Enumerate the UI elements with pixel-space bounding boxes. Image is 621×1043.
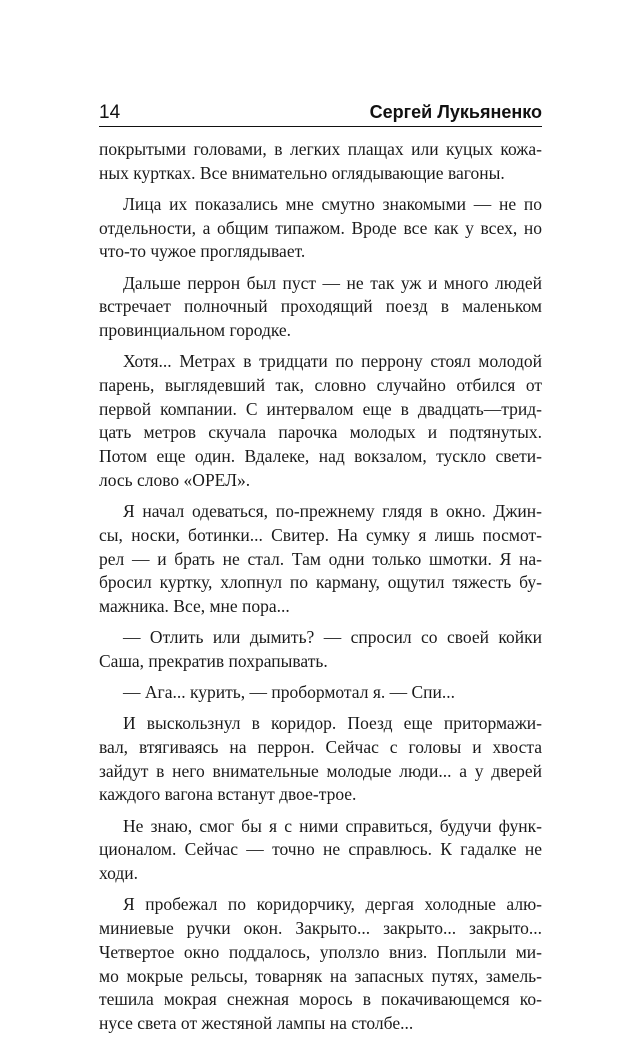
text-line: провинциальном городке. [99,320,292,341]
paragraph [99,272,542,343]
text-line: парень, выглядевший так, словно случайно отбился от [99,374,542,395]
text-line: сы, носки, ботинки... Свитер. На сумку я лишь посмот- [99,524,542,545]
text-line: отдельности, а общим типажом. Вроде все как у всех, но [99,217,542,238]
text-line: первой компании. С интервалом еще в двадцать—трид- [99,398,542,419]
paragraph [99,815,542,886]
text-line: лось слово «ОРЕЛ». [99,469,251,490]
body-text [99,138,542,1043]
text-line: ционалом. Сейчас — точно не справлюсь. К гадалке не [99,839,542,860]
text-line: Не знаю, смог бы я с ними справиться, будучи функ- [123,815,542,836]
text-line: рел — и брать не стал. Там одни только шмотки. Я на- [99,548,542,569]
paragraph [99,350,542,493]
paragraph [99,626,542,674]
text-line: И выскользнул в коридор. Поезд еще притормажи- [123,713,542,734]
paragraph [99,712,542,807]
text-line: зайдут в него внимательные молодые люди... а у дверей [99,760,542,781]
text-line: миниевые ручки окон. Закрыто... закрыто... закрыто... [99,918,542,939]
text-line: каждого вагона встанут двое-трое. [99,784,357,805]
text-line: цать метров скучала парочка молодых и подтянутых. [99,422,542,443]
text-line: ных куртках. Все внимательно оглядывающие вагоны. [99,162,505,183]
paragraph [99,193,542,264]
running-head [99,100,542,127]
text-line: — Отлить или дымить? — спросил со своей койки [123,627,542,648]
text-line: Хотя... Метрах в тридцати по перрону стоял молодой [123,351,542,372]
text-line: ходи. [99,863,138,884]
text-line: Саша, прекратив похрапывать. [99,650,328,671]
paragraph [99,500,542,619]
paragraph [99,893,542,1036]
paragraph [99,138,542,186]
text-line: покрытыми головами, в легких плащах или куцых кожа- [99,139,542,159]
text-line: тешила мокрая снежная морось в покачивающемся ко- [99,989,542,1010]
text-line: нусе света от жестяной лампы на столбе... [99,1013,414,1034]
text-line: Лица их показались мне смутно знакомыми — не по [123,193,542,214]
text-line: что-то чужое проглядывает. [99,241,306,262]
text-line: Дальше перрон был пуст — не так уж и много людей [123,272,542,293]
text-line: бросил куртку, хлопнул по карману, ощутил тяжесть бу- [99,572,542,593]
text-line: вал, втягиваясь на перрон. Сейчас с головы и хвоста [99,736,542,757]
text-line: мажника. Все, мне пора... [99,596,290,617]
text-line: Потом еще один. Вдалеке, над вокзалом, тускло свети- [99,446,542,467]
text-line: мо мокрые рельсы, товарняк на запасных путях, замель- [99,965,542,986]
text-line: Я пробежал по коридорчику, дергая холодные алю- [123,894,542,915]
text-line: — Ага... курить, — пробормотал я. — Спи... [123,682,456,703]
paragraph [99,681,542,705]
text-line: встречает полночный проходящий поезд в маленьком [99,296,542,317]
text-line: Четвертое окно поддалось, уползло вниз. Поплыли ми- [99,941,542,962]
page-number: 14 [99,102,121,123]
header-author: Сергей Лукьяненко [369,102,542,122]
text-line: Я начал одеваться, по-прежнему глядя в окно. Джин- [123,501,542,522]
